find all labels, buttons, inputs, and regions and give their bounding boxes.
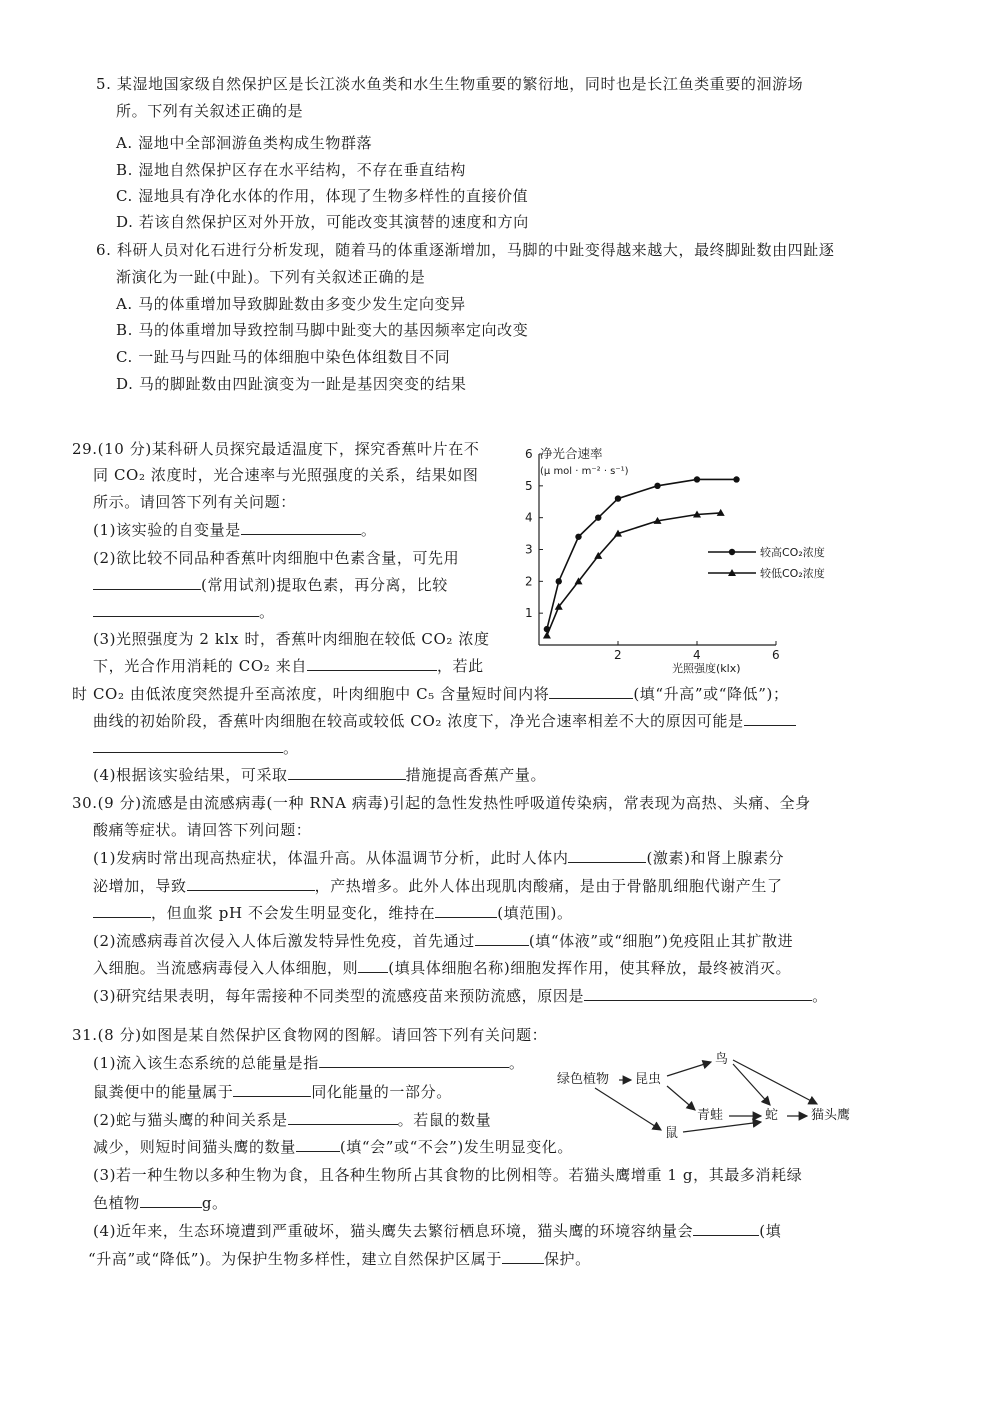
q6-stem-line1: 6. 科研人员对化石进行分析发现，随着马的体重逐渐增加，马脚的中趾变得越来越大，最终脚趾数由四趾逐 xyxy=(96,241,835,259)
q30-part2-line2: 入细胞。当流感病毒侵入人体细胞，则 (填具体细胞名称)细胞发挥作用，使其释放，最终被消灭。 xyxy=(93,959,792,977)
series-1-point xyxy=(595,514,601,520)
q29-part2-line1: (2)欲比较不同品种香蕉叶肉细胞中色素含量，可先用 xyxy=(93,549,460,567)
y-tick-label: 5 xyxy=(525,478,533,493)
q29-part3-line4: 曲线的初始阶段，香蕉叶肉细胞在较高或较低 CO₂ 浓度下，净光合速率相差不大的原因可能是 xyxy=(93,711,796,731)
q5-stem-line1: 5. 某湿地国家级自然保护区是长江淡水鱼类和水生生物重要的繁衍地，同时也是长江鱼类重要的洄游场 xyxy=(96,75,804,93)
arrow-insect-frog xyxy=(667,1086,695,1110)
chart-title: 净光合速率 xyxy=(540,446,603,461)
answer-blank[interactable] xyxy=(93,903,151,918)
q29-part3-line3: 时 CO₂ 由低浓度突然提升至高浓度，叶肉细胞中 C₅ 含量短时间内将 (填“升高”或“降低”)； xyxy=(72,685,789,703)
q30-part3: (3)研究结果表明，每年需接种不同类型的流感疫苗来预防流感，原因是 。 xyxy=(93,987,828,1005)
answer-blank[interactable] xyxy=(568,848,646,863)
answer-blank[interactable] xyxy=(93,602,259,617)
answer-blank[interactable] xyxy=(187,876,315,891)
series-line-2 xyxy=(547,513,721,636)
series-1-point xyxy=(694,476,700,482)
legend-label-1: 较高CO₂浓度 xyxy=(760,546,825,559)
q29-stem-line2: 同 CO₂ 浓度时，光合速率与光照强度的关系，结果如图 xyxy=(93,466,479,484)
answer-blank[interactable] xyxy=(296,1137,340,1152)
legend-label-2: 较低CO₂浓度 xyxy=(760,567,825,580)
node-snake: 蛇 xyxy=(765,1108,779,1123)
q29-part3-line5: 。 xyxy=(93,738,299,758)
q31-part4-line1: (4)近年来，生态环境遭到严重破坏，猫头鹰失去繁衍栖息环境，猫头鹰的环境容纳量会 (填 xyxy=(93,1222,782,1240)
x-tick-label: 6 xyxy=(772,648,780,662)
q29-part2-line2: (常用试剂)提取色素，再分离，比较 xyxy=(93,575,448,595)
answer-blank[interactable] xyxy=(693,1221,759,1236)
series-1-point xyxy=(556,578,562,584)
legend-marker-1 xyxy=(729,549,735,555)
chart-ylabel: (μ mol · m⁻² · s⁻¹) xyxy=(540,466,629,477)
q6-option-b: B. 马的体重增加导致控制马脚中趾变大的基因频率定向改变 xyxy=(116,321,529,339)
q31-stem: 31.(8 分)如图是某自然保护区食物网的图解。请回答下列有关问题： xyxy=(72,1026,548,1044)
chart-xlabel: 光照强度(klx) xyxy=(672,662,741,675)
series-1-point xyxy=(733,476,739,482)
q30-stem-line1: 30.(9 分)流感是由流感病毒(一种 RNA 病毒)引起的急性发热性呼吸道传染病，常表现为高热、头痛、全身 xyxy=(72,794,811,812)
answer-blank[interactable] xyxy=(288,765,406,780)
y-tick-label: 1 xyxy=(525,606,533,621)
q31-part4-line2: “升高”或“降低”)。为保护生物多样性，建立自然保护区属于 保护。 xyxy=(88,1250,591,1268)
answer-blank[interactable] xyxy=(140,1193,202,1208)
q29-part3-line1: (3)光照强度为 2 klx 时，香蕉叶肉细胞在较低 CO₂ 浓度 xyxy=(93,630,490,648)
q30-stem-line2: 酸痛等症状。请回答下列问题： xyxy=(93,821,312,839)
food-web-diagram xyxy=(555,1050,875,1145)
arrow-bird-owl xyxy=(733,1060,817,1104)
answer-blank[interactable] xyxy=(307,656,437,671)
answer-blank[interactable] xyxy=(241,520,361,535)
q5-option-a: A. 湿地中全部洄游鱼类构成生物群落 xyxy=(116,134,373,152)
answer-blank[interactable] xyxy=(358,958,388,973)
q29-part1: (1)该实验的自变量是 。 xyxy=(93,521,377,539)
q5-option-b: B. 湿地自然保护区存在水平结构，不存在垂直结构 xyxy=(116,161,466,179)
q6-option-d: D. 马的脚趾数由四趾演变为一趾是基因突变的结果 xyxy=(116,375,467,393)
series-1-point xyxy=(654,483,660,489)
q31-part3-line1: (3)若一种生物以多种生物为食，且各种生物所占其食物的比例相等。若猫头鹰增重 1 g，其最多消耗绿 xyxy=(93,1166,803,1184)
q31-part1-line1: (1)流入该生态系统的总能量是指 。 xyxy=(93,1054,525,1072)
q5-option-d: D. 若该自然保护区对外开放，可能改变其演替的速度和方向 xyxy=(116,213,529,231)
node-plant: 绿色植物 xyxy=(557,1072,610,1087)
y-tick-label: 2 xyxy=(525,574,533,589)
answer-blank[interactable] xyxy=(584,986,812,1001)
answer-blank[interactable] xyxy=(502,1249,544,1264)
answer-blank[interactable] xyxy=(475,931,529,946)
x-tick-label: 2 xyxy=(614,648,622,662)
photosynthesis-chart xyxy=(486,440,825,685)
q5-stem-line2: 所。下列有关叙述正确的是 xyxy=(116,102,304,120)
answer-blank[interactable] xyxy=(319,1053,509,1068)
y-tick-label: 3 xyxy=(525,542,533,557)
chart-axes xyxy=(525,447,780,662)
answer-blank[interactable] xyxy=(549,684,633,699)
node-mouse: 鼠 xyxy=(665,1126,679,1141)
series-1-point xyxy=(615,495,621,501)
y-tick-label: 4 xyxy=(525,510,533,525)
q31-part3-line2: 色植物 g。 xyxy=(93,1194,228,1212)
chart-series xyxy=(543,476,740,638)
answer-blank[interactable] xyxy=(93,575,201,590)
q29-part3-line2: 下，光合作用消耗的 CO₂ 来自 ，若此 xyxy=(93,657,484,675)
series-1-point xyxy=(575,534,581,540)
q29-stem-line1: 29.(10 分)某科研人员探究最适温度下，探究香蕉叶片在不 xyxy=(72,440,480,458)
q31-part1-line2: 鼠粪便中的能量属于 同化能量的一部分。 xyxy=(93,1083,452,1101)
q31-part2-line1: (2)蛇与猫头鹰的种间关系是 。若鼠的数量 xyxy=(93,1111,492,1129)
q5-option-c: C. 湿地具有净化水体的作用，体现了生物多样性的直接价值 xyxy=(116,187,529,205)
node-owl: 猫头鹰 xyxy=(811,1108,851,1123)
q6-option-c: C. 一趾马与四趾马的体细胞中染色体组数目不同 xyxy=(116,348,451,366)
arrow-insect-bird xyxy=(667,1062,711,1076)
q31-part2-line2: 减少，则短时间猫头鹰的数量 (填“会”或“不会”)发生明显变化。 xyxy=(93,1138,573,1156)
q29-stem-line3: 所示。请回答下列有关问题： xyxy=(93,493,296,511)
node-bird: 鸟 xyxy=(715,1052,729,1067)
series-line-1 xyxy=(547,479,737,629)
series-2-point xyxy=(543,631,551,638)
arrow-plant-mouse xyxy=(595,1088,661,1130)
q30-part1-line2: 泌增加，导致 ，产热增多。此外人体出现肌肉酸痛，是由于骨骼肌细胞代谢产生了 xyxy=(93,877,783,895)
answer-blank[interactable] xyxy=(744,711,796,726)
answer-blank[interactable] xyxy=(435,903,497,918)
q29-part2-line3: 。 xyxy=(93,602,275,622)
chart-legend xyxy=(708,545,825,580)
x-tick-label: 4 xyxy=(693,648,701,662)
answer-blank[interactable] xyxy=(93,738,283,753)
q29-part4: (4)根据该实验结果，可采取 措施提高香蕉产量。 xyxy=(93,766,547,784)
q6-stem-line2: 渐演化为一趾(中趾)。下列有关叙述正确的是 xyxy=(116,268,426,286)
y-tick-label: 6 xyxy=(525,447,533,461)
q6-option-a: A. 马的体重增加导致脚趾数由多变少发生定向变异 xyxy=(116,295,466,313)
chart-svg xyxy=(486,440,825,685)
q30-part1-line3: ，但血浆 pH 不会发生明显变化，维持在 (填范围)。 xyxy=(93,903,573,923)
answer-blank[interactable] xyxy=(233,1082,311,1097)
node-insect: 昆虫 xyxy=(635,1072,662,1087)
q30-part2-line1: (2)流感病毒首次侵入人体后激发特异性免疫，首先通过 (填“体液”或“细胞”)免疫阻止其扩散进 xyxy=(93,932,794,950)
answer-blank[interactable] xyxy=(288,1110,398,1125)
q30-part1-line1: (1)发病时常出现高热症状，体温升高。从体温调节分析，此时人体内 (激素)和肾上腺素分 xyxy=(93,849,785,867)
node-frog: 青蛙 xyxy=(697,1108,724,1123)
